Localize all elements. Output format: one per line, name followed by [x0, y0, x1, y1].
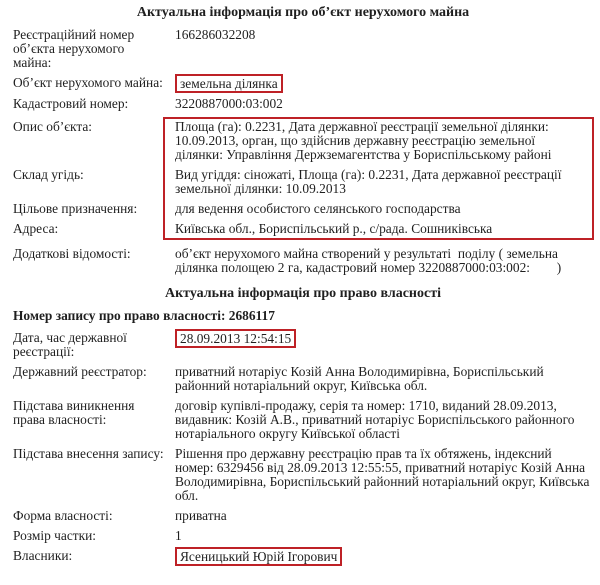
- record-basis-label: Підстава внесення запису:: [13, 446, 164, 461]
- description-label: Опис об’єкта:: [13, 119, 93, 134]
- ownership-basis-label: Підстава виникнення права власності:: [13, 398, 135, 427]
- section-ownership-title: Актуальна інформація про право власності: [165, 286, 441, 301]
- row-address: [13, 222, 593, 236]
- ownership-form-label: Форма власності:: [13, 508, 113, 523]
- reg-number-value: 166286032208: [175, 27, 256, 42]
- section-object-title: Актуальна інформація про об’єкт нерухомого майна: [136, 5, 470, 20]
- additional-info-label: Додаткові відомості:: [13, 246, 131, 261]
- row-object-type: [13, 76, 593, 91]
- row-owners: [13, 549, 593, 564]
- owners-value: [175, 549, 593, 564]
- share-size-label: Розмір частки:: [13, 528, 97, 543]
- state-registrar-label: Державний реєстратор:: [13, 364, 147, 379]
- row-ownership-form: [13, 509, 593, 523]
- registration-datetime-value: [175, 331, 593, 359]
- record-basis-value: Рішення про державну реєстрацію прав та їх обтяжень, індексний номер: 6329456 від 28.09.2013 12:55:55, приватний нотаріус Козій Анна Володимирівна, Бориспільський районний нотаріальний округ, Київська обл.: [175, 446, 590, 503]
- row-cadastral-number: [13, 97, 593, 111]
- owners-highlight-box: Ясеницький Юрій Ігорович: [175, 547, 342, 566]
- row-land-composition: [13, 168, 593, 196]
- highlighted-object-details-group: [13, 117, 593, 240]
- row-additional-info: [13, 247, 593, 275]
- row-record-basis: [13, 447, 593, 503]
- address-value: Київська обл., Бориспільський р., с/рада. Сошниківська: [175, 221, 493, 236]
- object-type-label: Об’єкт нерухомого майна:: [13, 75, 163, 90]
- cadastral-number-value: 3220887000:03:002: [175, 96, 283, 111]
- row-purpose: [13, 202, 593, 216]
- row-registration-datetime: [13, 331, 593, 359]
- purpose-value: для ведення особистого селянського господарства: [175, 201, 461, 216]
- registration-datetime-highlight-box: 28.09.2013 12:54:15: [175, 329, 296, 348]
- object-type-highlight-box: земельна ділянка: [175, 74, 283, 93]
- ownership-record-number: Номер запису про право власності: 2686117: [13, 308, 275, 323]
- row-share-size: [13, 529, 593, 543]
- land-composition-label: Склад угідь:: [13, 167, 84, 182]
- description-value: Площа (га): 0.2231, Дата державної реєстрації земельної ділянки: 10.09.2013, орган, що здійснив державну реєстрацію земельної ділянки: Управління Держземагентства у Бориспільському районі: [175, 119, 552, 162]
- address-label: Адреса:: [13, 221, 59, 236]
- share-size-value: 1: [175, 528, 182, 543]
- row-ownership-basis: [13, 399, 593, 441]
- row-reg-number: [13, 28, 593, 70]
- row-state-registrar: [13, 365, 593, 393]
- ownership-basis-value: договір купівлі-продажу, серія та номер: 1710, виданий 28.09.2013, видавник: Козій А.В., приватний нотаріус Бориспільського районного нотаріального округу Київської області: [175, 398, 575, 441]
- cadastral-number-label: Кадастровий номер:: [13, 96, 129, 111]
- registration-datetime-label: Дата, час державної реєстрації:: [13, 330, 127, 359]
- purpose-label: Цільове призначення:: [13, 201, 138, 216]
- row-description: [13, 120, 593, 162]
- state-registrar-value: приватний нотаріус Козій Анна Володимирівна, Бориспільський районний нотаріальний округ, Київська обл.: [175, 364, 544, 393]
- object-type-value: [175, 76, 593, 91]
- additional-info-value: об’єкт нерухомого майна створений у результаті поділу ( земельна ділянка полощею 2 га, кадастровий номер 3220887000:03:002: ): [175, 246, 562, 275]
- owners-label: Власники:: [13, 548, 73, 563]
- land-composition-value: Вид угіддя: сіножаті, Площа (га): 0.2231, Дата державної реєстрації земельної ділянки: 10.09.2013: [175, 167, 562, 196]
- ownership-form-value: приватна: [175, 508, 227, 523]
- reg-number-label: Реєстраційний номер об’єкта нерухомого майна:: [13, 27, 135, 70]
